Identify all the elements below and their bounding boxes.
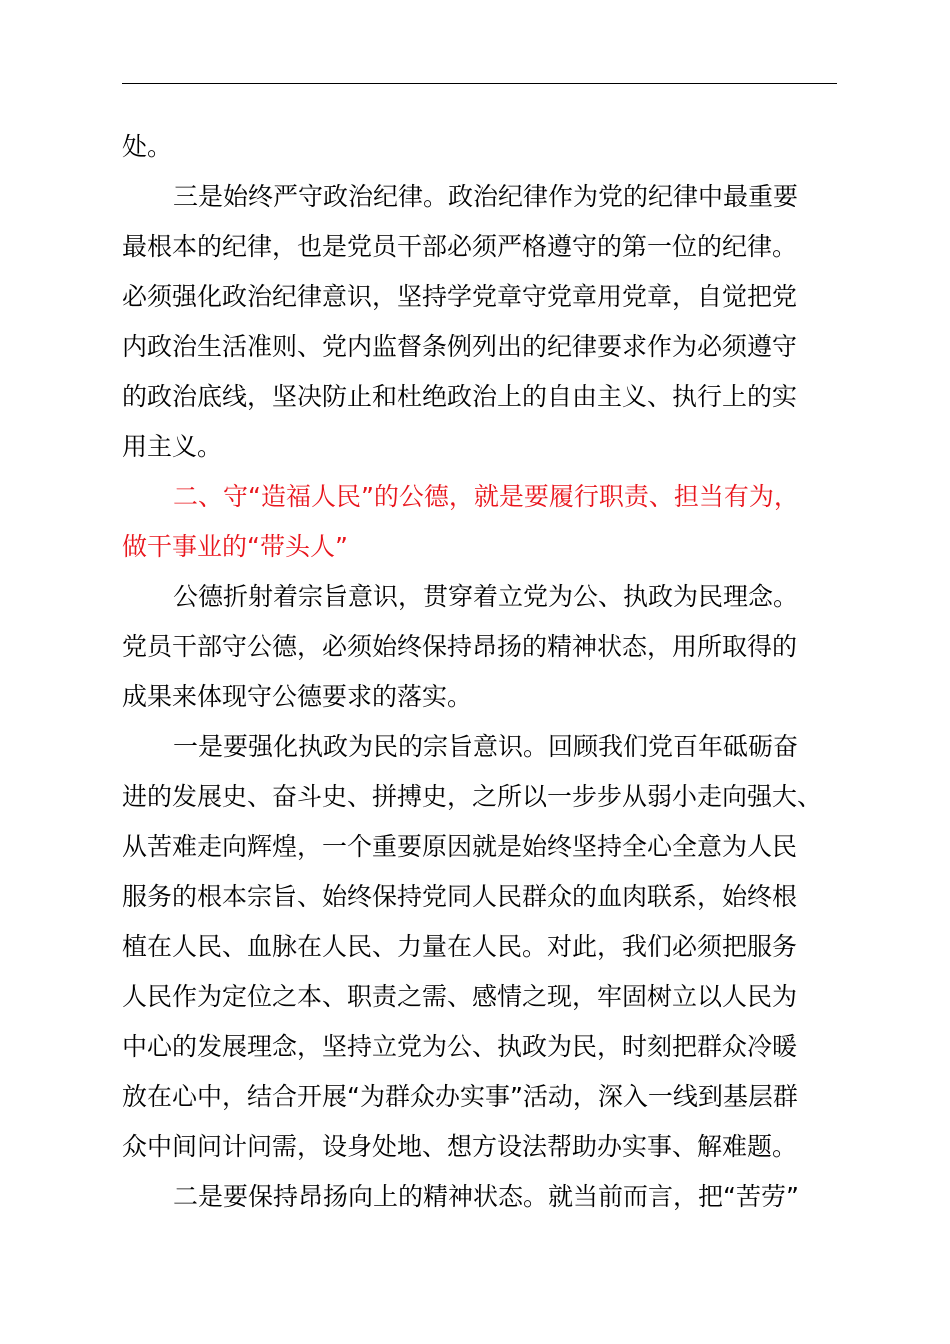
paragraph-line: 三是始终严守政治纪律。政治纪律作为党的纪律中最重要 (173, 182, 799, 211)
paragraph-line: 公德折射着宗旨意识，贯穿着立党为公、执政为民理念。 (173, 582, 799, 611)
paragraph-line: 一是要强化执政为民的宗旨意识。回顾我们党百年砥砺奋 (173, 732, 799, 761)
header-divider (122, 83, 837, 84)
paragraph-line: 内政治生活准则、党内监督条例列出的纪律要求作为必须遵守 (122, 332, 798, 361)
paragraph-line: 从苦难走向辉煌，一个重要原因就是始终坚持全心全意为人民 (122, 832, 798, 861)
paragraph-line: 众中间问计问需，设身处地、想方设法帮助办实事、解难题。 (122, 1132, 798, 1161)
paragraph-line: 放在心中，结合开展“为群众办实事”活动，深入一线到基层群 (122, 1082, 798, 1111)
paragraph-line: 中心的发展理念，坚持立党为公、执政为民，时刻把群众冷暖 (122, 1032, 798, 1061)
paragraph-line: 的政治底线，坚决防止和杜绝政治上的自由主义、执行上的实 (122, 382, 798, 411)
paragraph-line: 服务的根本宗旨、始终保持党同人民群众的血肉联系，始终根 (122, 882, 798, 911)
section-heading-line: 二、守“造福人民”的公德，就是要履行职责、担当有为， (173, 482, 799, 511)
paragraph-line: 人民作为定位之本、职责之需、感情之现，牢固树立以人民为 (122, 982, 798, 1011)
paragraph-line: 二是要保持昂扬向上的精神状态。就当前而言，把“苦劳” (173, 1182, 799, 1211)
paragraph-line: 植在人民、血脉在人民、力量在人民。对此，我们必须把服务 (122, 932, 798, 961)
paragraph-line: 处。 (122, 132, 173, 161)
paragraph-line: 用主义。 (122, 432, 223, 461)
paragraph-line: 党员干部守公德，必须始终保持昂扬的精神状态，用所取得的 (122, 632, 798, 661)
paragraph-line: 成果来体现守公德要求的落实。 (122, 682, 473, 711)
paragraph-line: 必须强化政治纪律意识，坚持学党章守党章用党章，自觉把党 (122, 282, 798, 311)
document-body (122, 122, 837, 1222)
paragraph-line: 进的发展史、奋斗史、拼搏史，之所以一步步从弱小走向强大、 (122, 782, 823, 811)
section-heading-line: 做干事业的“带头人” (122, 532, 348, 561)
paragraph-line: 最根本的纪律，也是党员干部必须严格遵守的第一位的纪律。 (122, 232, 798, 261)
